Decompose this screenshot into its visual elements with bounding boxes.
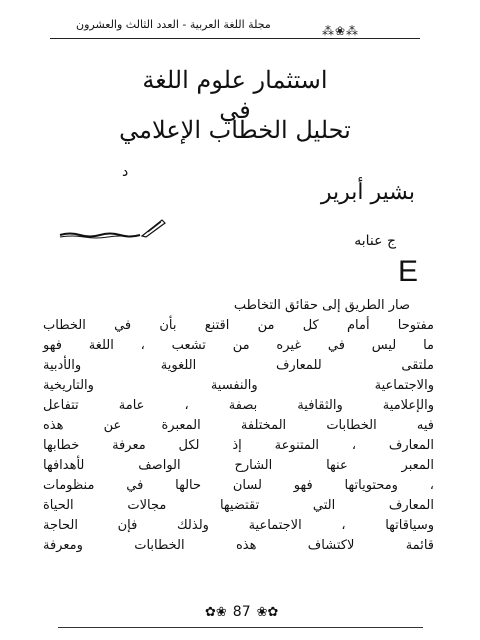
author-affiliation: ج عنابه	[354, 233, 396, 249]
paragraph-line: مفتوحا أمام كل من اقتنع بأن في الخطاب	[43, 318, 434, 333]
paragraph-line: صار الطريق إلى حقائق التخاطب	[233, 298, 410, 313]
paragraph-line: وسياقاتها ، الاجتماعية ولذلك فإن الحاجة	[43, 518, 434, 533]
journal-title: مجلة اللغة العربية - العدد الثالث والعشرون	[76, 18, 271, 31]
body-paragraph	[43, 296, 434, 556]
header-ornament-icon: ⁂❀⁂	[322, 24, 360, 38]
drop-cap: E	[398, 255, 419, 288]
paragraph-line: فيه الخطابات المختلفة المعبرة عن هذه	[43, 418, 434, 433]
paragraph-line: المعبر عنها الشارح الواصف لأهدافها	[43, 458, 434, 473]
paragraph-line: المعارف التي تقتضيها مجالات الحياة	[43, 498, 434, 513]
footer-rule	[58, 627, 423, 628]
paragraph-line: والإعلامية والثقافية بصفة ، عامة تتفاعل	[43, 398, 434, 413]
author-prefix: د	[122, 164, 129, 180]
paragraph-line: ما ليس في غيره من تشعب ، اللغة فهو	[43, 338, 434, 353]
footer-ornament-left-icon: ✿❀	[205, 605, 227, 620]
quill-pen-ornament-icon	[58, 218, 168, 244]
paragraph-line: والاجتماعية والنفسية والتاريخية	[43, 378, 434, 393]
paragraph-line: المعارف ، المتنوعة إذ لكل معرفة خطابها	[43, 438, 434, 453]
paragraph-line: ، ومحتوياتها فهو لسان حالها في منظومات	[43, 478, 434, 493]
article-title-line-2: في	[219, 96, 251, 124]
page-number: 87	[232, 604, 251, 620]
article-title-line-1: استثمار علوم اللغة	[142, 66, 328, 94]
footer-ornament-right-icon: ❀✿	[256, 605, 279, 620]
header-rule	[50, 38, 420, 39]
author-name: بشير أبرير	[320, 180, 415, 205]
paragraph-line: ملتقى للمعارف اللغوية والأدبية	[43, 358, 434, 373]
page-footer	[205, 604, 278, 620]
article-title-line-3: تحليل الخطاب الإعلامي	[119, 116, 351, 144]
paragraph-line: قائمة لاكتشاف هذه الخطابات ومعرفة	[43, 538, 434, 553]
